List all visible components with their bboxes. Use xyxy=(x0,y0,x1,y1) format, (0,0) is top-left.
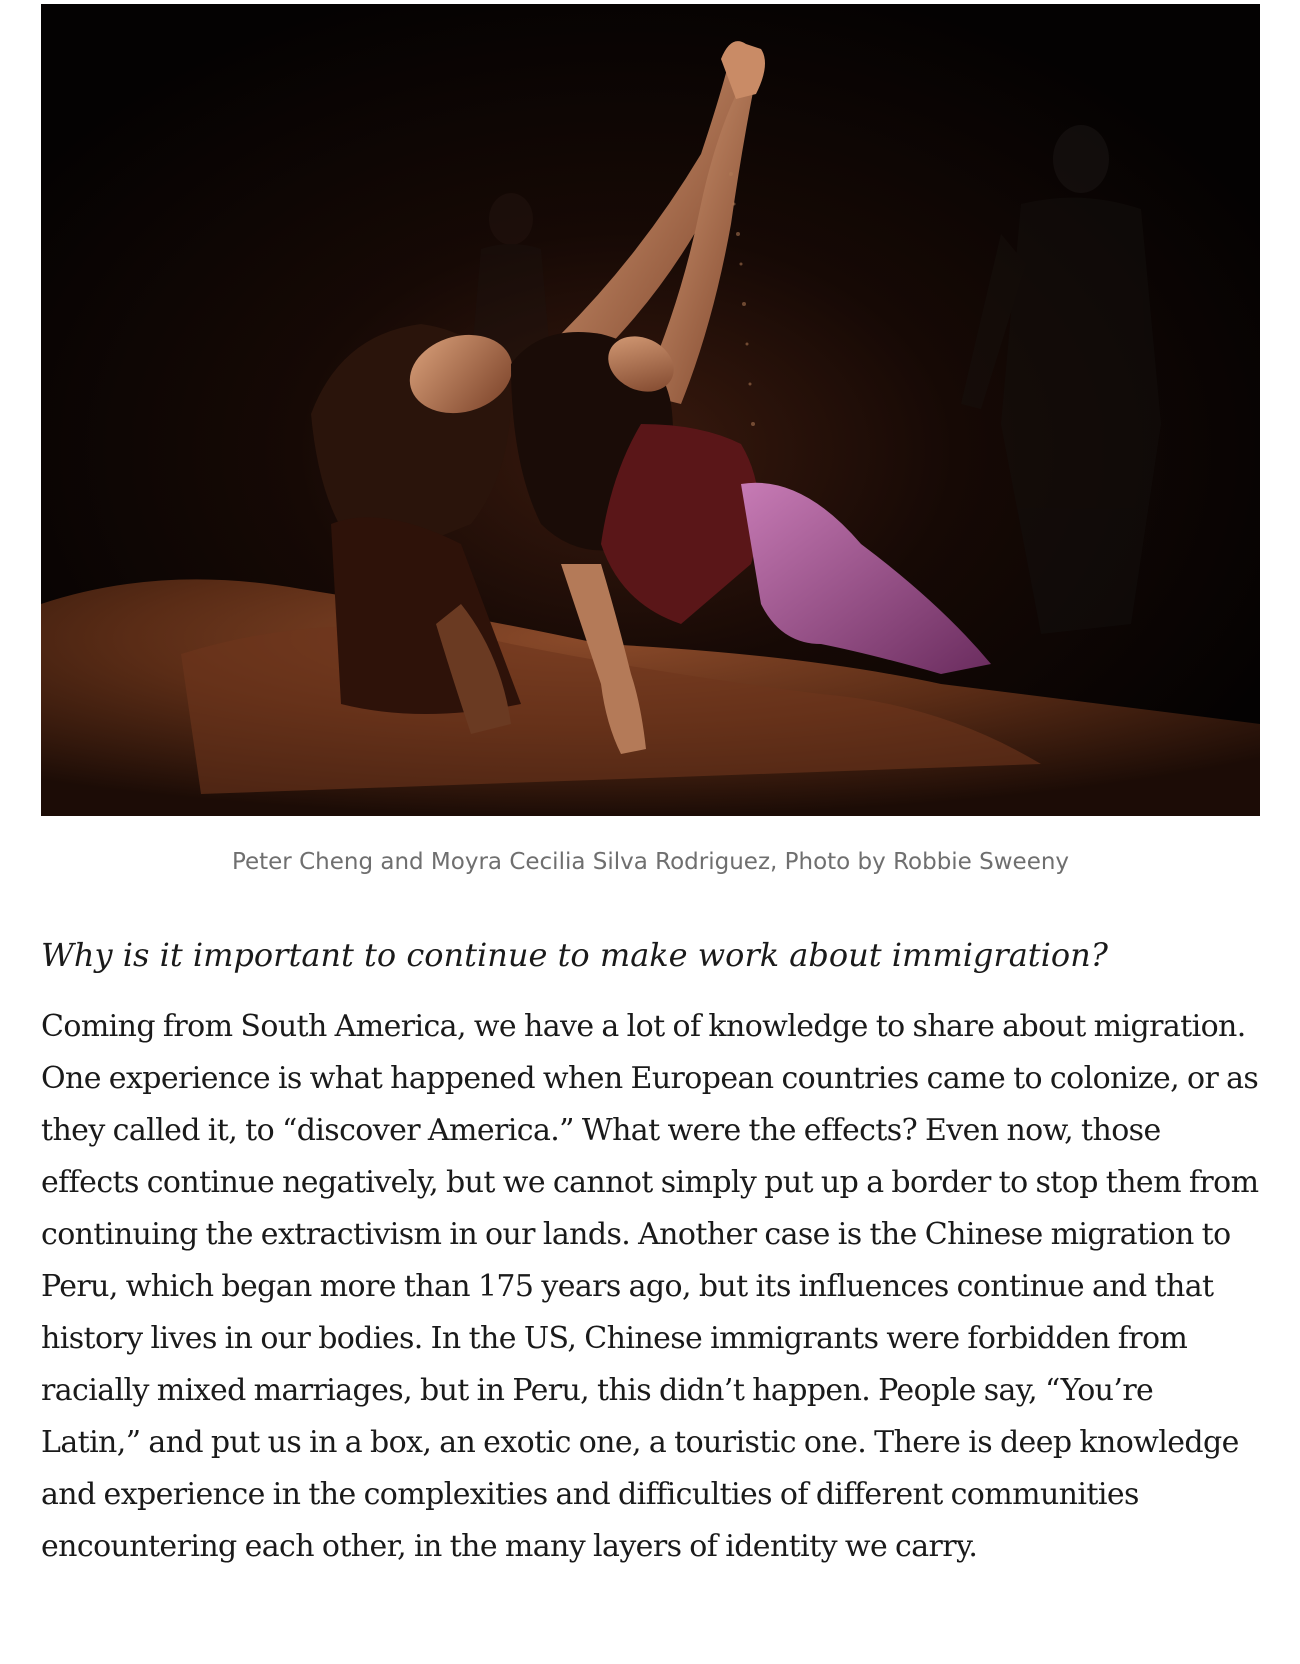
interview-question: Why is it important to continue to make work about immigration? xyxy=(41,936,1108,974)
photo-illustration xyxy=(41,4,1260,816)
performance-photo xyxy=(41,4,1260,816)
article xyxy=(41,4,1260,1573)
interview-answer: Coming from South America, we have a lot of knowledge to share about migration. One experience is what happened when European countries came to colonize, or as they called it, to “discover America.” What were the effects? Even now, those effects continue negatively, but we cannot simply put up a border to stop them from continuing the extractivism in our lands. Another case is the Chinese migration to Peru, which began more than 175 years ago, but its influences continue and that history lives in our bodies. In the US, Chinese immigrants were forbidden from racially mixed marriages, but in Peru, this didn’t happen. People say, “You’re Latin,” and put us in a box, an exotic one, a touristic one. There is deep knowledge and experience in the complexities and difficulties of different communities encountering each other, in the many layers of identity we carry. xyxy=(41,1009,1259,1564)
photo-caption: Peter Cheng and Moyra Cecilia Silva Rodriguez, Photo by Robbie Sweeny xyxy=(231,849,1070,875)
